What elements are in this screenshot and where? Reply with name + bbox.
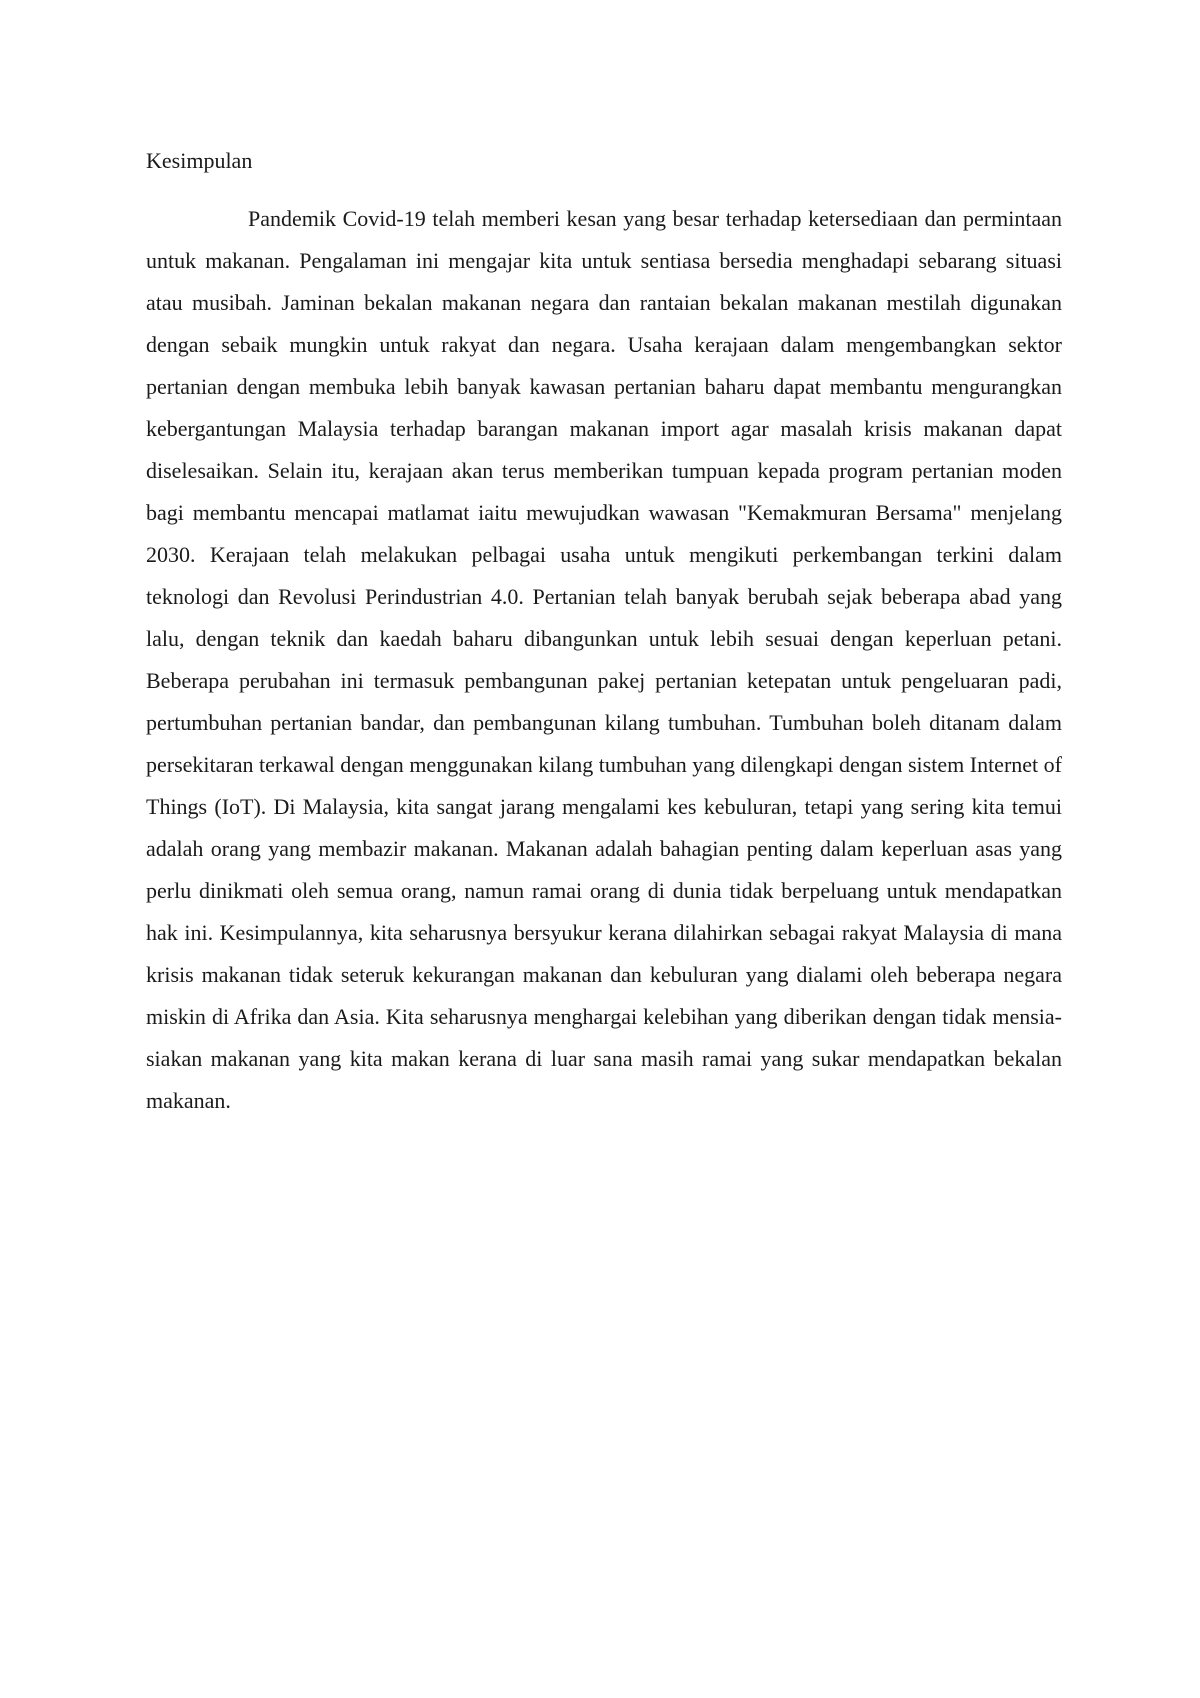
body-paragraph: Pandemik Covid-19 telah memberi kesan yang besar terhadap ketersediaan dan permintaan untuk makanan. Pengalaman ini mengajar kita untuk sentiasa bersedia menghadapi sebarang situasi atau musibah. Jaminan bekalan makanan negara dan rantaian bekalan makanan mestilah digunakan dengan sebaik mungkin untuk rakyat dan negara. Usaha kerajaan dalam mengembangkan sektor pertanian dengan membuka lebih banyak kawasan pertanian baharu dapat membantu mengurangkan kebergantungan Malaysia terhadap barangan makanan import agar masalah krisis makanan dapat diselesaikan. Selain itu, kerajaan akan terus memberikan tumpuan kepada program pertanian moden bagi membantu mencapai matlamat iaitu mewujudkan wawasan "Kemakmuran Bersama" menjelang 2030. Kerajaan telah melakukan pelbagai usaha untuk mengikuti perkembangan terkini dalam teknologi dan Revolusi Perindustrian 4.0. Pertanian telah banyak berubah sejak beberapa abad yang lalu, dengan teknik dan kaedah baharu dibangunkan untuk lebih sesuai dengan keperluan petani. Beberapa perubahan ini termasuk pembangunan pakej pertanian ketepatan untuk pengeluaran padi, pertumbuhan pertanian bandar, dan pembangunan kilang tumbuhan. Tumbuhan boleh ditanam dalam persekitaran terkawal dengan menggunakan kilang tumbuhan yang dilengkapi dengan sistem Internet of Things (IoT). Di Malaysia, kita sangat jarang mengalami kes kebuluran, tetapi yang sering kita temui adalah orang yang membazir makanan. Makanan adalah bahagian penting dalam keperluan asas yang perlu dinikmati oleh semua orang, namun ramai orang di dunia tidak berpeluang untuk mendapatkan hak ini. Kesimpulannya, kita seharusnya bersyukur kerana dilahirkan sebagai rakyat Malaysia di mana krisis makanan tidak seteruk kekurangan makanan dan kebuluran yang dialami oleh beberapa negara miskin di Afrika dan Asia. Kita seharusnya menghargai kelebihan yang diberikan dengan tidak mensia-siakan makanan yang kita makan kerana di luar sana masih ramai yang sukar mendapatkan bekalan makanan.	[146, 206, 1062, 1113]
document-body	[146, 140, 1062, 1122]
section-heading: Kesimpulan	[146, 148, 253, 173]
